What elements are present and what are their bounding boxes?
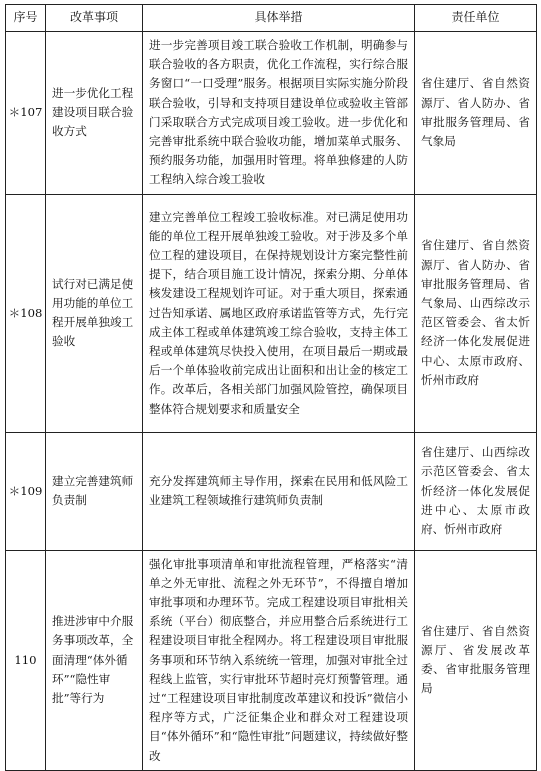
header-reform-item: 改革事项 xyxy=(46,5,143,32)
reform-table-container xyxy=(5,4,536,771)
specific-measures: 充分发挥建筑师主导作用，探索在民用和低风险工业建筑工程领域推行建筑师负责制 xyxy=(143,432,415,550)
reform-item: 推进涉审中介服务事项改革，全面清理“体外循环”“隐性审批”等行为 xyxy=(46,550,143,770)
header-specific-measures: 具体举措 xyxy=(143,5,415,32)
reform-item: 建立完善建筑师负责制 xyxy=(46,432,143,550)
reform-item: 进一步优化工程建设项目联合验收方式 xyxy=(46,32,143,195)
table-header-row xyxy=(6,5,537,32)
row-number: ＊107 xyxy=(6,32,46,195)
header-number: 序号 xyxy=(6,5,46,32)
table-row xyxy=(6,432,537,550)
table-row xyxy=(6,32,537,195)
row-number: ＊109 xyxy=(6,432,46,550)
specific-measures: 进一步完善项目竣工联合验收工作机制，明确参与联合验收的各方职责，优化工作流程，实行综合服务窗口“一口受理”服务。根据项目实际实施分阶段联合验收，引导和支持项目建设单位或验收主管部门采取联合方式完成项目竣工验收。进一步优化和完善审批系统中联合验收功能，增加菜单式服务、预约服务功能，加强用时管理。将单独修建的人防工程纳入综合竣工验收 xyxy=(143,32,415,195)
specific-measures: 建立完善单位工程竣工验收标准。对已满足使用功能的单位工程开展单独竣工验收。对于涉及多个单位工程的建设项目，在保持规划设计方案完整性前提下，结合项目施工设计情况，探索分期、分单体核发建设工程规划许可证。对于重大项目，探索通过告知承诺、属地区政府承诺监管等方式，先行完成主体工程或单体建筑竣工综合验收，支持主体工程或单体建筑尽快投入使用，在项目最后一期或最后一个单体验收前完成出让面积和出让金的核定工作。改革后，各相关部门加强风险管控，确保项目整体符合规划要求和质量安全 xyxy=(143,194,415,432)
responsible-unit: 省住建厅、山西综改示范区管委会、省太忻经济一体化发展促进中心、太原市政府、忻州市政府 xyxy=(415,432,537,550)
responsible-unit: 省住建厅、省自然资源厅、省人防办、省审批服务管理局、省气象局 xyxy=(415,32,537,195)
reform-measures-table xyxy=(5,4,537,771)
row-number: 110 xyxy=(6,550,46,770)
table-row xyxy=(6,550,537,770)
table-row xyxy=(6,194,537,432)
reform-item: 试行对已满足使用功能的单位工程开展单独竣工验收 xyxy=(46,194,143,432)
responsible-unit: 省住建厅、省自然资源厅、省发展改革委、省审批服务管理局 xyxy=(415,550,537,770)
header-responsible-unit: 责任单位 xyxy=(415,5,537,32)
row-number: ＊108 xyxy=(6,194,46,432)
responsible-unit: 省住建厅、省自然资源厅、省人防办、省审批服务管理局、省气象局、山西综改示范区管委会、省太忻经济一体化发展促进中心、太原市政府、忻州市政府 xyxy=(415,194,537,432)
specific-measures: 强化审批事项清单和审批流程管理，严格落实“清单之外无审批、流程之外无环节”，不得擅自增加审批事项和办理环节。完成工程建设项目审批相关系统（平台）彻底整合，并应用整合后系统进行工程建设项目审批全程网办。将工程建设项目审批服务事项和环节纳入系统统一管理，加强对审批全过程线上监管，实行审批环节超时亮灯预警管理。通过“工程建设项目审批制度改革建议和投诉”微信小程序等方式，广泛征集企业和群众对工程建设项目“体外循环”和“隐性审批”问题建议，持续做好整改 xyxy=(143,550,415,770)
